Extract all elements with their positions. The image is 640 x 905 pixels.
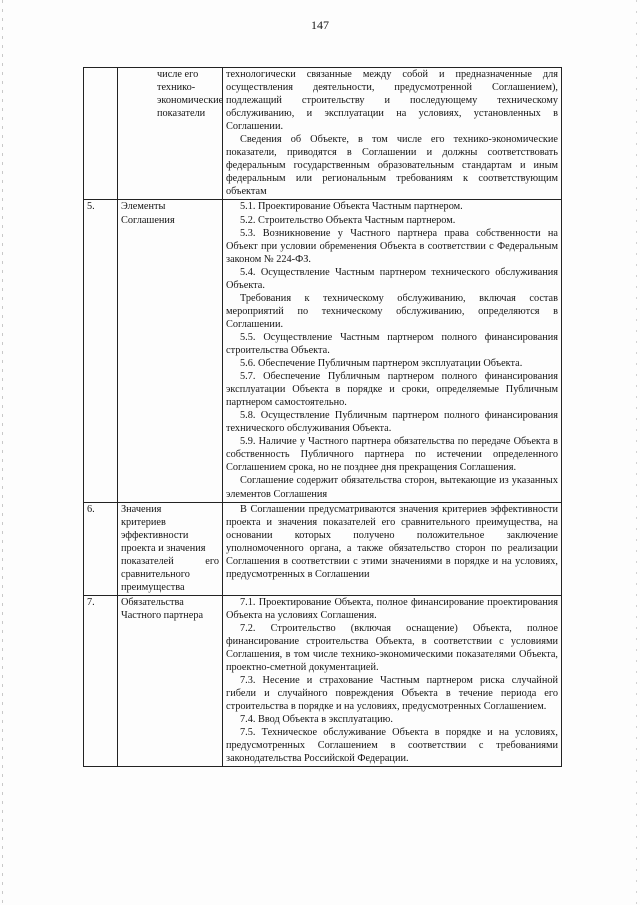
paragraph: 5.7. Обеспечение Публичным партнером полного финансирования эксплуатации Объекта в порядке и сроки, определяемые Публичным партнером самостоятельно. (226, 371, 558, 409)
row-title-line: эффективности (121, 529, 189, 541)
row-title-line: преимущества (121, 581, 185, 593)
row-title (118, 595, 223, 767)
row-title-line: проекта и значения (121, 542, 206, 554)
paragraph: 7.1. Проектирование Объекта, полное финансирование проектирования Объекта на условиях Соглашения. (226, 596, 558, 621)
row-number: 7. (84, 595, 118, 767)
row-title-line: Соглашения (121, 214, 175, 226)
paragraph: 5.6. Обеспечение Публичным партнером эксплуатации Объекта. (240, 358, 523, 370)
row-title-line: показатели (157, 108, 206, 120)
paragraph: 5.1. Проектирование Объекта Частным партнером. (240, 201, 463, 213)
paragraph: 7.3. Несение и страхование Частным партнером риска случайной гибели и случайного повреждения Объекта в течение периода его строительства в порядке и на условиях, предусмотренных Соглашением. (226, 675, 558, 713)
row-title-line: Элементы (121, 201, 166, 213)
paragraph: Требования к техническому обслуживанию, включая состав мероприятий по техническому обслуживанию, определяются в Соглашении. (226, 292, 558, 330)
paragraph: В Соглашении предусматриваются значения критериев эффективности проекта и значения показателей его сравнительного преимущества, на основании которых получено положительное заключение уполномоченного органа, а также обязательство сторон по реализации Соглашения в соответствии с этими значениями в порядке и на условиях, предусмотренных в Соглашении (226, 503, 558, 580)
row-title (118, 68, 223, 200)
row-number: 6. (84, 502, 118, 595)
paragraph: 5.4. Осуществление Частным партнером технического обслуживания Объекта. (226, 266, 558, 291)
row-description (223, 595, 562, 767)
agreement-table (83, 67, 562, 767)
row-description (223, 68, 562, 200)
row-title (118, 200, 223, 502)
paragraph: 7.5. Техническое обслуживание Объекта в порядке и на условиях, предусмотренных Соглашением в соответствии с требованиями законодательства Российской Федерации. (226, 727, 558, 765)
row-title-line: сравнительного (121, 568, 190, 580)
paragraph: 5.3. Возникновение у Частного партнера права собственности на Объект при условии обременения Объекта в соответствии с Федеральным законом № 224-ФЗ. (226, 227, 558, 265)
row-title-line: Частного партнера (121, 609, 204, 621)
paragraph: 7.4. Ввод Объекта в эксплуатацию. (240, 714, 393, 726)
paragraph: 5.8. Осуществление Публичным партнером полного финансирования технического обслуживания Объекта. (226, 410, 558, 435)
paragraph: Соглашение содержит обязательства сторон, вытекающие из указанных элементов Соглашения (226, 475, 558, 500)
paragraph: 5.2. Строительство Объекта Частным партнером. (240, 214, 456, 226)
paragraph: технологически связанные между собой и предназначенные для осуществления деятельности, предусмотренной Соглашением), подлежащий строительству и последующему техническому обслуживанию, и эксплуатации на условиях, установленных в Соглашении. (226, 69, 558, 133)
paragraph: 5.9. Наличие у Частного партнера обязательства по передаче Объекта в собственность Публичного партнера по истечении определенного Соглашением срока, но не позднее дня прекращения Соглашения. (226, 436, 558, 474)
scan-edge-right (636, 0, 637, 905)
row-description (223, 200, 562, 502)
paragraph: Сведения об Объекте, в том числе его технико-экономические показатели, приводятся в Соглашении и должны соответствовать федеральным государственным образовательным стандартам и иным федеральным или региональным требованиям к соответствующим объектам (226, 134, 558, 198)
row-number (84, 68, 118, 200)
row-title (118, 502, 223, 595)
row-number: 5. (84, 200, 118, 502)
row-description (223, 502, 562, 595)
row-title-line: числе его технико- (157, 69, 199, 94)
paragraph: 7.2. Строительство (включая оснащение) Объекта, полное финансирование строительства Объекта, в соответствии с условиями Соглашения, в том числе технико-экономическими показателями Объекта, проектно-сметной документацией. (226, 622, 558, 674)
table-row (84, 502, 562, 595)
paragraph: 5.5. Осуществление Частным партнером полного финансирования строительства Объекта. (226, 331, 558, 356)
scan-edge-left (2, 0, 3, 905)
table-row (84, 595, 562, 767)
row-title-line: показателей его (121, 555, 219, 567)
row-title-line: экономические (157, 95, 224, 107)
row-title-line: критериев (121, 516, 166, 528)
page-number: 147 (311, 18, 329, 32)
row-title-line: Значения (121, 503, 162, 515)
table-row (84, 68, 562, 200)
row-title-line: Обязательства (121, 596, 184, 608)
table-row (84, 200, 562, 502)
